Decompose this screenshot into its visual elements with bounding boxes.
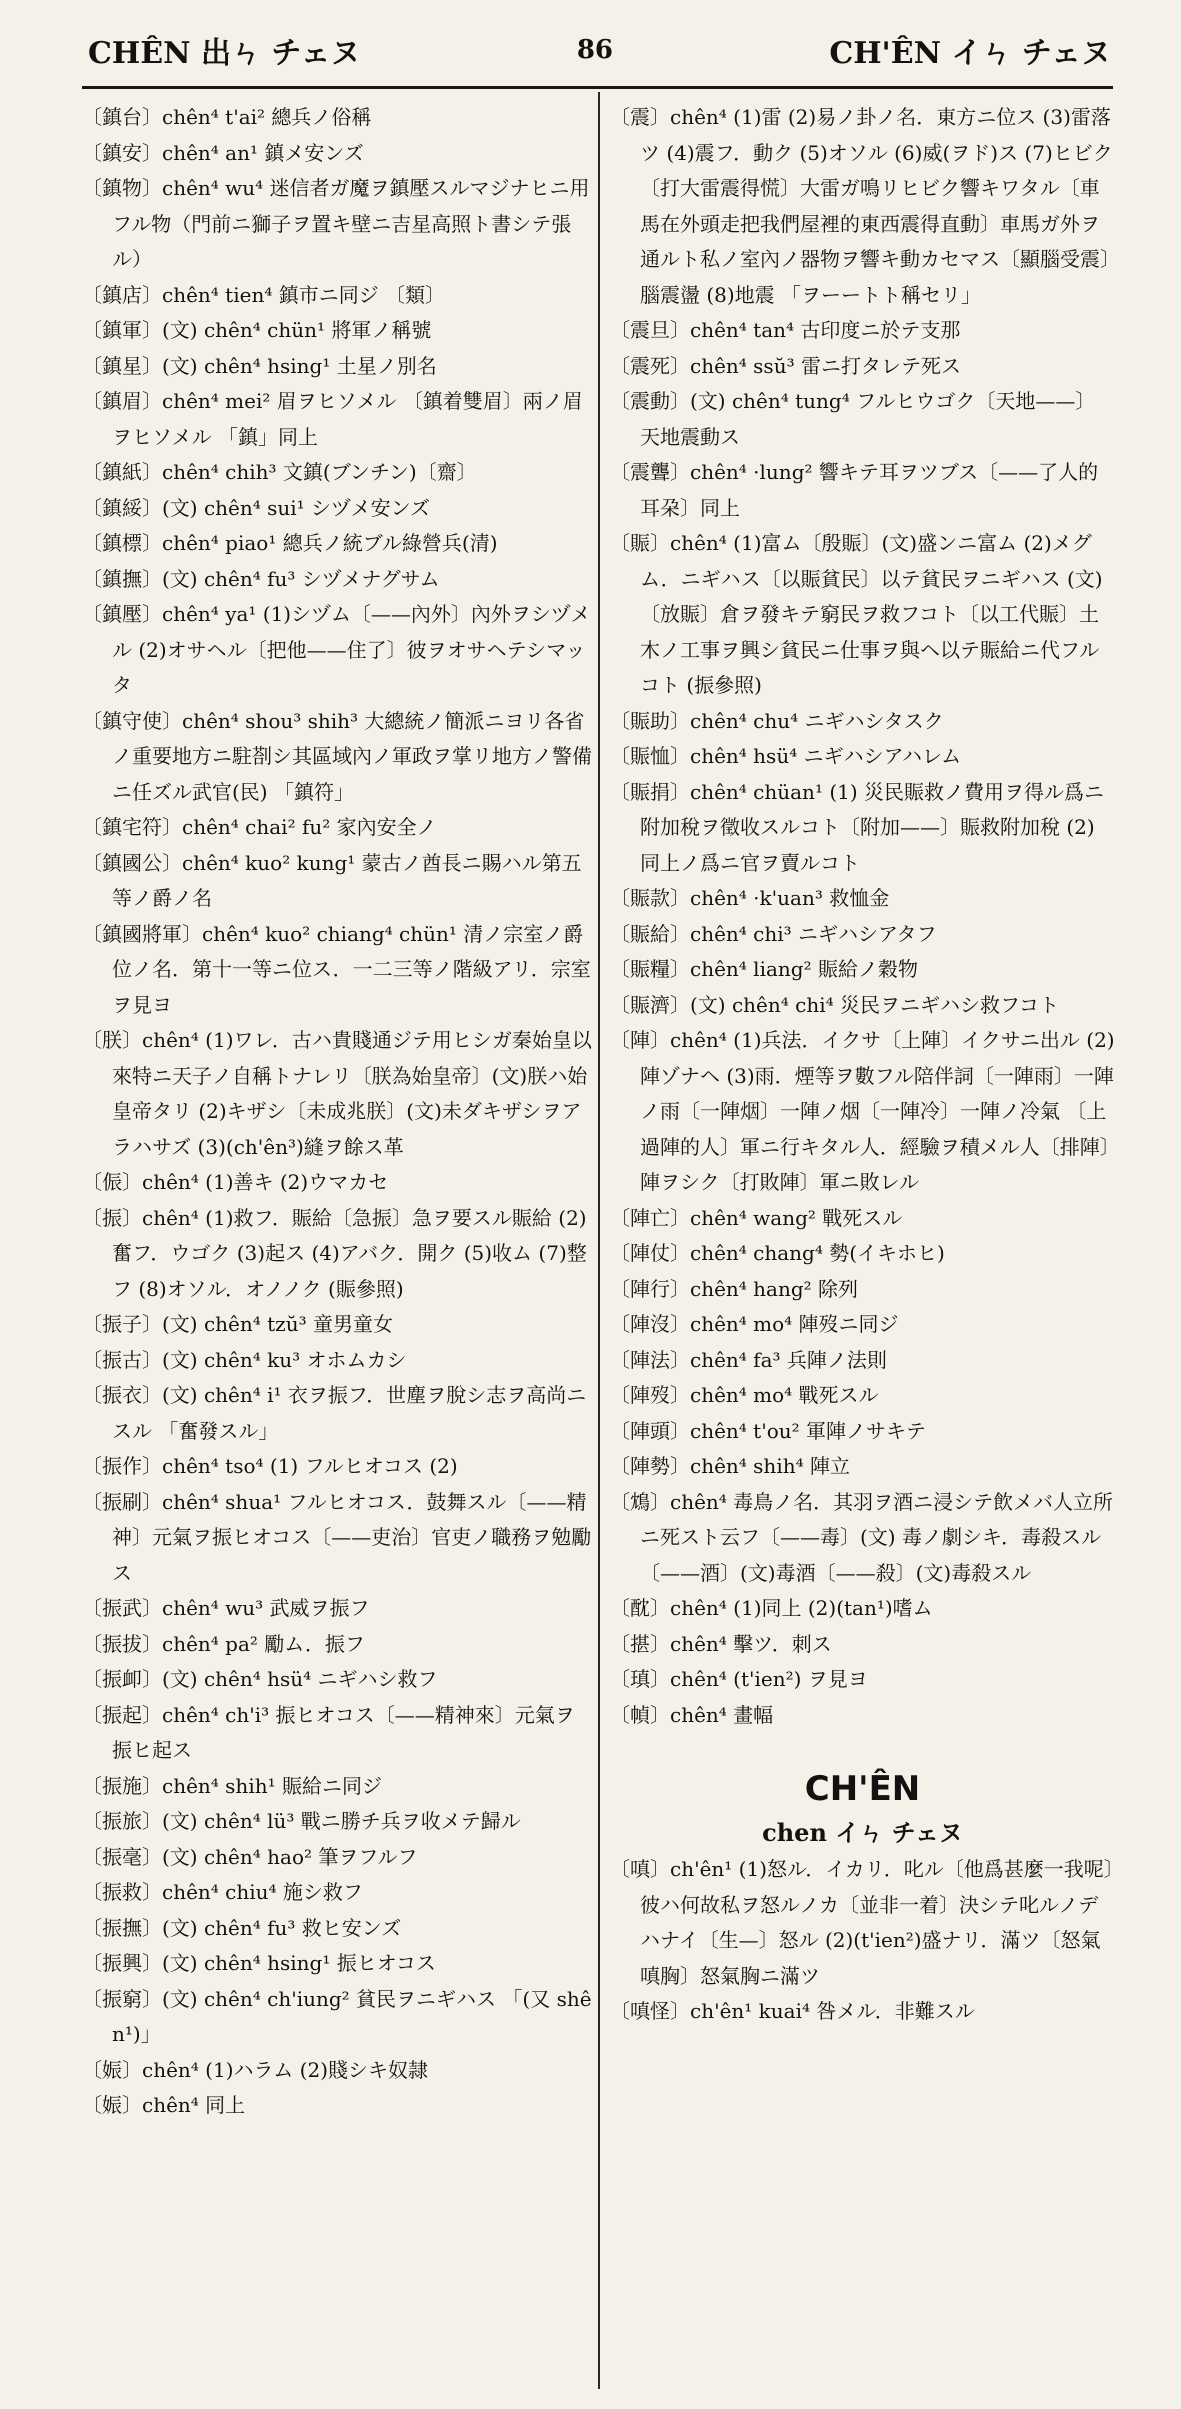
dictionary-entry: 〔震死〕chên⁴ ssŭ³ 雷ニ打タレテ死ス <box>610 353 961 378</box>
dictionary-entry: 〔陣仗〕chên⁴ chang⁴ 勢(イキホヒ) <box>610 1241 945 1265</box>
dictionary-entry: 〔陣行〕chên⁴ hang² 除列 <box>610 1276 859 1301</box>
dictionary-entry: 〔陣歿〕chên⁴ mo⁴ 戰死スル <box>610 1383 879 1407</box>
dictionary-entry: 〔振窮〕(文) chên⁴ ch'iung² 貧民ヲニギハス 「(又 shên¹)」 <box>82 1986 592 2046</box>
dictionary-entry: 〔鎮紙〕chên⁴ chih³ 文鎮(ブンチン)〔齋〕 <box>82 460 477 484</box>
page-number: 86 <box>576 35 613 65</box>
dictionary-entry: 〔鎮綏〕(文) chên⁴ sui¹ シヅメ安ンズ <box>82 495 431 520</box>
dictionary-entry: 〔震〕chên⁴ (1)雷 (2)易ノ卦ノ名．東方ニ位ス (3)雷落ツ (4)震フ．動ク (5)オソル (6)威(ヲド)ス (7)ヒビク〔打大雷震得慌〕大雷ガ鳴リヒビク響キワタル〔車馬在外頭走把我們屋裡的東西震得直動〕車馬ガ外ヲ通ルト私ノ室內ノ器物ヲ響キ動カセマス〔顯腦受震〕腦震盪 (8)地震 「ヲーートト稱セリ」 <box>610 105 1113 307</box>
dictionary-entry: 〔嗔〕ch'ên¹ (1)怒ル．イカリ．叱ル〔他爲甚麼一我呢〕彼ハ何故私ヲ怒ルノカ〔並非一着〕決シテ叱ルノデハナイ〔生—〕怒ル (2)(t'ien²)盛ナリ．滿ツ〔怒氣嗔胸〕怒氣胸ニ滿ツ <box>610 1857 1114 1988</box>
dictionary-entry: 〔振刷〕chên⁴ shua¹ フルヒオコス．鼓舞スル〔——精神〕元氣ヲ振ヒオコス〔——吏治〕官吏ノ職務ヲ勉勵ス <box>82 1489 592 1585</box>
dictionary-entry: 〔賑〕chên⁴ (1)富ム〔殷賑〕(文)盛ンニ富ム (2)メグム．ニギハス〔以賑貧民〕以テ貧民ヲニギハス (文)〔放賑〕倉ヲ發キテ窮民ヲ救フコト〔以工代賑〕土木ノ工事ヲ興シ貧民ニ仕事ヲ與ヘ以テ賑給ニ代フルコト (振參照) <box>610 531 1103 697</box>
dictionary-entry: 〔賑給〕chên⁴ chi³ ニギハシアタフ <box>610 921 937 946</box>
dictionary-entry: 〔賑捐〕chên⁴ chüan¹ (1) 災民賑救ノ費用ヲ得ル爲ニ附加稅ヲ徵收スルコト〔附加——〕賑救附加稅 (2) 同上ノ爲ニ官ヲ賣ルコト <box>610 779 1105 875</box>
dictionary-entry: 〔振救〕chên⁴ chiu⁴ 施シ救フ <box>82 1880 363 1904</box>
left-column <box>82 100 594 2124</box>
dictionary-entry: 〔鎮國公〕chên⁴ kuo² kung¹ 蒙古ノ酋長ニ賜ハル第五等ノ爵ノ名 <box>82 850 582 910</box>
dictionary-entry: 〔振毫〕(文) chên⁴ hao² 筆ヲフルフ <box>82 1844 418 1869</box>
dictionary-entry: 〔振撫〕(文) chên⁴ fu³ 救ヒ安ンズ <box>82 1915 402 1940</box>
dictionary-entry: 〔陣頭〕chên⁴ t'ou² 軍陣ノサキテ <box>610 1418 927 1443</box>
dictionary-entry: 〔瑱〕chên⁴ (t'ien²) ヲ見ヨ <box>610 1667 868 1691</box>
dictionary-entry: 〔賑糧〕chên⁴ liang² 賑給ノ穀物 <box>610 957 918 981</box>
dictionary-entry: 〔嗔怪〕ch'ên¹ kuai⁴ 咎メル．非難スル <box>610 1999 975 2023</box>
dictionary-entry: 〔陣〕chên⁴ (1)兵法．イクサ〔上陣〕イクサニ出ル (2)陣ゾナヘ (3)雨．煙等ヲ數フル陪伴詞〔一陣雨〕一陣ノ雨〔一陣烟〕一陣ノ烟〔一陣冷〕一陣ノ冷氣 〔上過陣的人〕軍ニ行キタル人．經驗ヲ積メル人〔排陣〕陣ヲシク〔打敗陣〕軍ニ敗レル <box>610 1028 1115 1194</box>
dictionary-entry: 〔鎮國將軍〕chên⁴ kuo² chiang⁴ chün¹ 清ノ宗室ノ爵位ノ名．第十一等ニ位ス．一二三等ノ階級アリ．宗室ヲ見ヨ <box>82 921 591 1017</box>
dictionary-entry: 〔振卹〕(文) chên⁴ hsü⁴ ニギハシ救フ <box>82 1667 438 1691</box>
section-subtitle: chen イㄣ チェヌ <box>762 1818 963 1847</box>
dictionary-entry: 〔陣勢〕chên⁴ shih⁴ 陣立 <box>610 1454 850 1478</box>
header-right: CH'ÊN イㄣ チェヌ <box>829 36 1111 71</box>
dictionary-entry: 〔鎮宅符〕chên⁴ chai² fu² 家內安全ノ <box>82 815 437 839</box>
dictionary-entry: 〔娠〕chên⁴ (1)ハラム (2)賤シキ奴隷 <box>82 2057 428 2082</box>
dictionary-entry: 〔震聾〕chên⁴ ·lung² 響キテ耳ヲツブス〔——了人的耳朶〕同上 <box>610 460 1099 520</box>
dictionary-entry: 〔朕〕chên⁴ (1)ワレ．古ハ貴賤通ジテ用ヒシガ秦始皇以來特ニ天子ノ自稱トナレリ〔朕為始皇帝〕(文)朕ハ始皇帝タリ (2)キザシ〔未成兆朕〕(文)未ダキザシヲアラハサズ (3)(ch'ên³)縫ヲ餘ス革 <box>82 1028 592 1159</box>
dictionary-entry: 〔娠〕chên⁴ 同上 <box>82 2093 246 2117</box>
dictionary-entry: 〔振施〕chên⁴ shih¹ 賑給ニ同ジ <box>82 1773 382 1798</box>
dictionary-entry: 〔振〕chên⁴ (1)救フ．賑給〔急振〕急ヲ要スル賑給 (2)奮フ．ウゴク (3)起ス (4)アバク．開ク (5)收ム (7)整フ (8)オソル．オノノク (賑參照) <box>82 1205 587 1301</box>
dictionary-entry: 〔振旅〕(文) chên⁴ lü³ 戰ニ勝チ兵ヲ收メテ歸ル <box>82 1809 521 1833</box>
header-left: CHÊN 出ㄣ チェヌ <box>88 36 361 71</box>
dictionary-entry: 〔振古〕(文) chên⁴ ku³ オホムカシ <box>82 1347 407 1372</box>
dictionary-entry: 〔鎮物〕chên⁴ wu⁴ 迷信者ガ魔ヲ鎮壓スルマジナヒニ用フル物（門前ニ獅子ヲ置キ壁ニ吉星高照ト書シテ張ル） <box>82 176 590 271</box>
dictionary-entry: 〔鴆〕chên⁴ 毒鳥ノ名．其羽ヲ酒ニ浸シテ飲メバ人立所ニ死スト云フ〔——毒〕(文) 毒ノ劇シキ．毒殺スル〔——酒〕(文)毒酒〔——殺〕(文)毒殺スル <box>610 1489 1113 1585</box>
dictionary-entry: 〔陣沒〕chên⁴ mo⁴ 陣歿ニ同ジ <box>610 1312 899 1336</box>
dictionary-entry: 〔鎮星〕(文) chên⁴ hsing¹ 土星ノ別名 <box>82 353 437 378</box>
header-rule <box>82 86 1113 89</box>
dictionary-entry: 〔鎮安〕chên⁴ an¹ 鎮メ安ンズ <box>82 140 364 165</box>
column-divider <box>598 92 600 2389</box>
dictionary-entry: 〔陣亡〕chên⁴ wang² 戰死スル <box>610 1205 903 1230</box>
dictionary-entry: 〔振武〕chên⁴ wu³ 武威ヲ振フ <box>82 1596 370 1620</box>
right-column <box>610 100 1115 2030</box>
dictionary-entry: 〔陣法〕chên⁴ fa³ 兵陣ノ法則 <box>610 1347 887 1372</box>
dictionary-entry: 〔幀〕chên⁴ 畫幅 <box>610 1702 774 1727</box>
dictionary-entry: 〔賑濟〕(文) chên⁴ chi⁴ 災民ヲニギハシ救フコト <box>610 992 1059 1017</box>
dictionary-entry: 〔鎮守使〕chên⁴ shou³ shih³ 大總統ノ簡派ニヨリ各省ノ重要地方ニ駐剳シ其區域內ノ軍政ヲ掌リ地方ノ警備ニ任ズル武官(民) 「鎮符」 <box>82 708 592 804</box>
dictionary-entry: 〔鎮店〕chên⁴ tien⁴ 鎮市ニ同ジ 〔類〕 <box>82 282 446 307</box>
section-title: CH'ÊN <box>804 1769 921 1809</box>
dictionary-entry: 〔賑助〕chên⁴ chu⁴ ニギハシタスク <box>610 708 944 733</box>
dictionary-entry: 〔賑恤〕chên⁴ hsü⁴ ニギハシアハレム <box>610 744 962 768</box>
dictionary-entry: 〔賑款〕chên⁴ ·k'uan³ 救恤金 <box>610 886 890 910</box>
dictionary-entry: 〔酖〕chên⁴ (1)同上 (2)(tan¹)嗜ム <box>610 1596 933 1620</box>
dictionary-entry: 〔鎮壓〕chên⁴ ya¹ (1)シヅム〔——內外〕內外ヲシヅメル (2)オサヘル〔把他——住了〕彼ヲオサヘテシマッタ <box>82 602 591 697</box>
dictionary-entry: 〔震旦〕chên⁴ tan⁴ 古印度ニ於テ支那 <box>610 318 961 342</box>
dictionary-entry: 〔振子〕(文) chên⁴ tzŭ³ 童男童女 <box>82 1312 393 1336</box>
page-header <box>88 28 1111 72</box>
dictionary-entry: 〔振衣〕(文) chên⁴ i¹ 衣ヲ振フ．世塵ヲ脫シ志ヲ高尚ニスル 「奮發スル」 <box>82 1383 587 1443</box>
dictionary-entry: 〔鎮台〕chên⁴ t'ai² 總兵ノ俗稱 <box>82 105 372 129</box>
dictionary-entry: 〔振拔〕chên⁴ pa² 勵ム．振フ <box>82 1631 365 1656</box>
dictionary-entry: 〔鎮標〕chên⁴ piao¹ 總兵ノ統ブル綠營兵(清) <box>82 531 498 555</box>
dictionary-entry: 〔振作〕chên⁴ tso⁴ (1) フルヒオコス (2) <box>82 1454 458 1478</box>
dictionary-entry: 〔鎮眉〕chên⁴ mei² 眉ヲヒソメル 〔鎮着雙眉〕兩ノ眉ヲヒソメル 「鎮」同上 <box>82 389 583 449</box>
dictionary-entry: 〔鎮軍〕(文) chên⁴ chün¹ 將軍ノ稱號 <box>82 318 432 342</box>
dictionary-entry: 〔鎮撫〕(文) chên⁴ fu³ シヅメナグサム <box>82 566 440 591</box>
dictionary-entry: 〔侲〕chên⁴ (1)善キ (2)ウマカセ <box>82 1170 389 1194</box>
dictionary-entry: 〔震動〕(文) chên⁴ tung⁴ フルヒウゴク〔天地——〕天地震動ス <box>610 389 1096 449</box>
dictionary-entry: 〔振起〕chên⁴ ch'i³ 振ヒオコス〔——精神來〕元氣ヲ振ヒ起ス <box>82 1702 575 1762</box>
dictionary-entry: 〔揕〕chên⁴ 擊ツ．刺ス <box>610 1631 832 1656</box>
dictionary-entry: 〔振興〕(文) chên⁴ hsing¹ 振ヒオコス <box>82 1951 436 1975</box>
